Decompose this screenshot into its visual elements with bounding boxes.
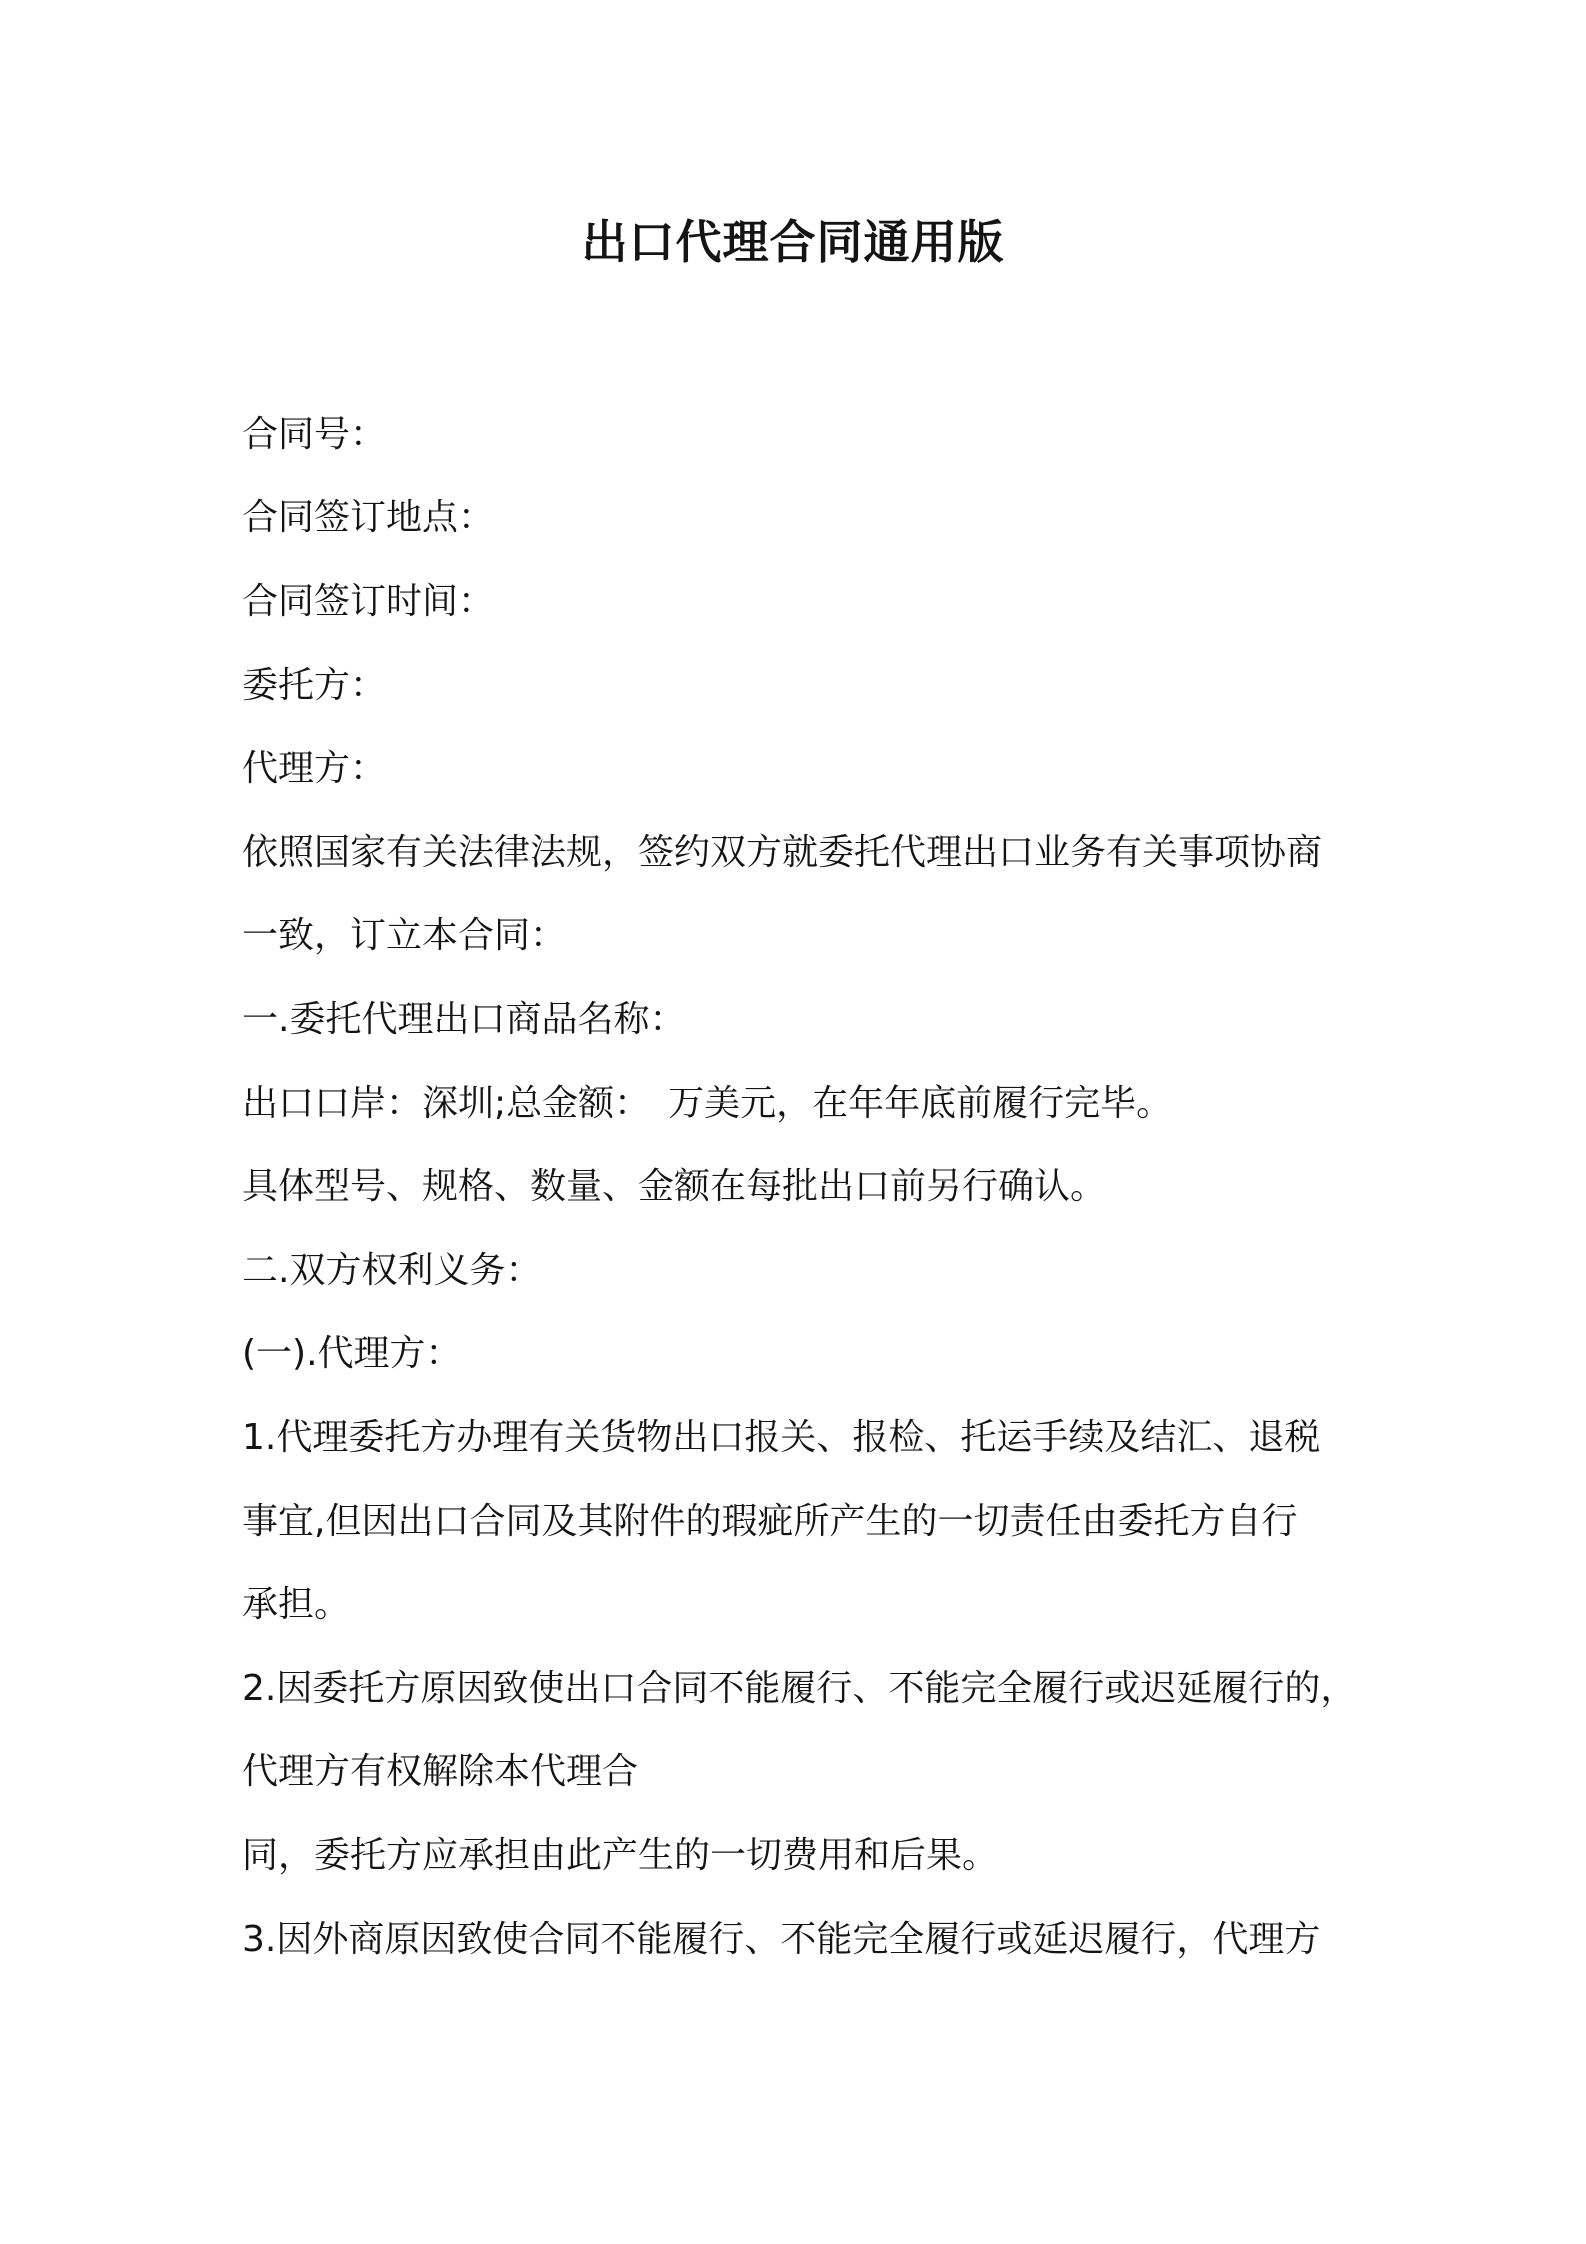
item1-line-3: 承担。 — [242, 1584, 351, 1625]
field-agent: 代理方： — [242, 748, 387, 789]
item1-line-1: 1.代理委托方办理有关货物出口报关、报检、托运手续及结汇、退税 — [242, 1417, 1321, 1458]
preamble-line-2: 一致，订立本合同： — [242, 915, 567, 956]
item2-line-1: 2.因委托方原因致使出口合同不能履行、不能完全履行或迟延履行的， — [242, 1668, 1357, 1709]
section1-detail-line: 具体型号、规格、数量、金额在每批出口前另行确认。 — [242, 1166, 1107, 1207]
field-sign-place: 合同签订地点： — [242, 497, 495, 538]
section2-heading: 二.双方权利义务： — [242, 1250, 542, 1291]
section1-port-line: 出口口岸：深圳;总金额： 万美元，在年年底前履行完毕。 — [242, 1083, 1173, 1124]
document-title: 出口代理合同通用版 — [581, 215, 1005, 269]
preamble-line-1: 依照国家有关法律法规，签约双方就委托代理出口业务有关事项协商 — [242, 832, 1323, 873]
item3-line-1: 3.因外商原因致使合同不能履行、不能完全履行或延迟履行，代理方 — [242, 1919, 1321, 1960]
field-principal: 委托方： — [242, 665, 387, 706]
item2-line-3: 同，委托方应承担由此产生的一切费用和后果。 — [242, 1835, 999, 1876]
section2-sub1-heading: (一).代理方： — [242, 1333, 462, 1374]
section1-heading: 一.委托代理出口商品名称： — [242, 999, 686, 1040]
field-contract-no: 合同号： — [242, 414, 387, 455]
item1-line-2: 事宜,但因出口合同及其附件的瑕疵所产生的一切责任由委托方自行 — [242, 1501, 1298, 1542]
field-sign-time: 合同签订时间： — [242, 581, 495, 622]
item2-line-2: 代理方有权解除本代理合 — [242, 1751, 639, 1792]
